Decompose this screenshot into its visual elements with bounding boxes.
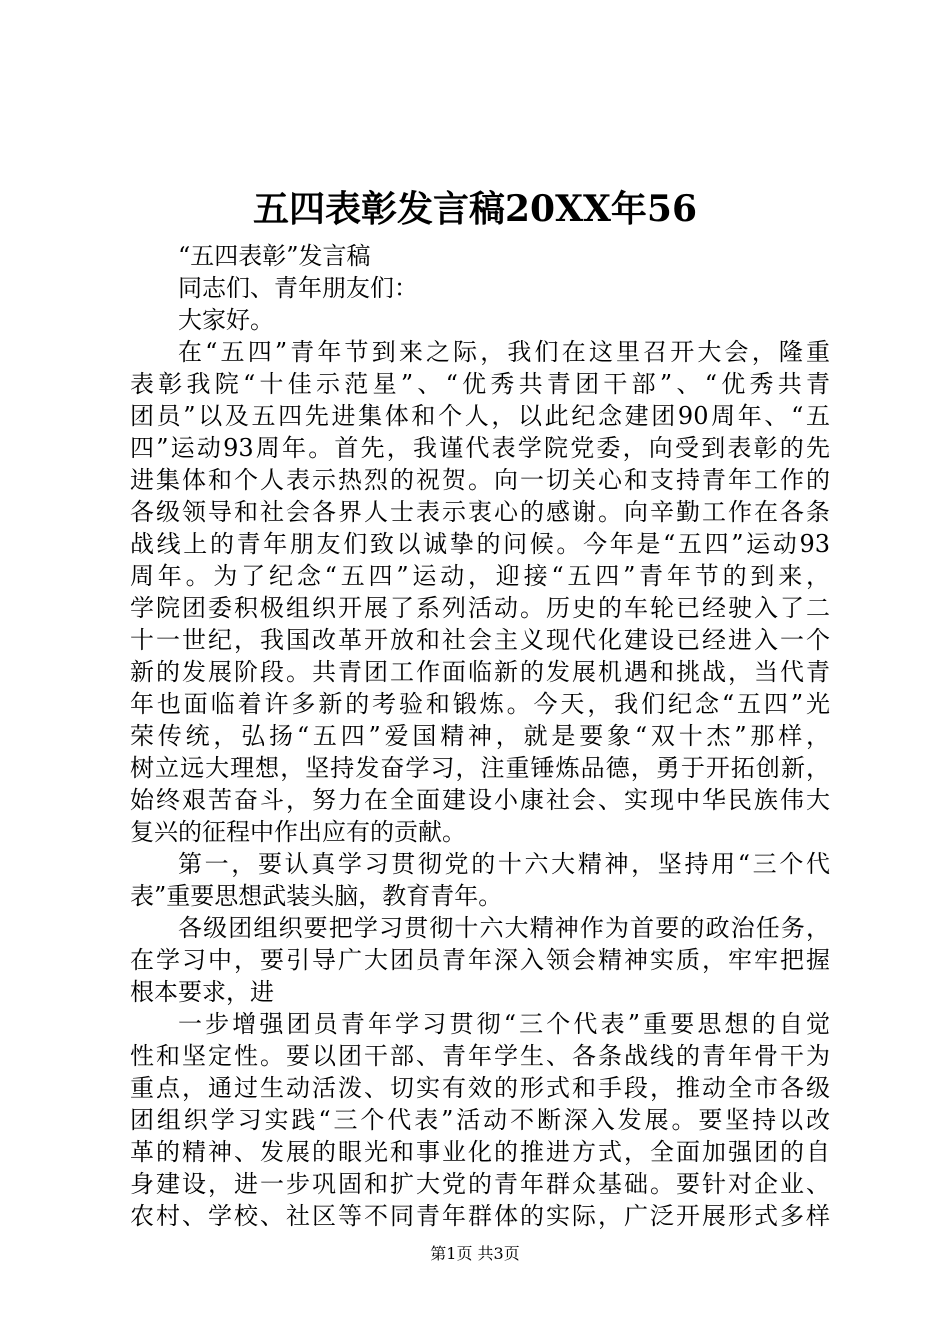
text-line: 荣传统，弘扬“五四”爱国精神，就是要象“双十杰”那样， [130,722,830,750]
text-line: 重点，通过生动活泼、切实有效的形式和手段，推动全市各级 [130,1074,830,1102]
text-line: 各级领导和社会各界人士表示衷心的感谢。向辛勤工作在各条 [130,498,830,526]
text-line: 树立远大理想，坚持发奋学习，注重锤炼品德，勇于开拓创新， [130,754,830,782]
text-line: 大家好。 [178,306,274,334]
document-title: 五四表彰发言稿20XX年56 [252,188,698,230]
page-footer: 第1页 共3页 [430,1244,520,1263]
text-line: 表”重要思想武装头脑，教育青年。 [130,882,503,910]
text-line: 身建设，进一步巩固和扩大党的青年群众基础。要针对企业、 [130,1170,830,1198]
text-line: 年也面临着许多新的考验和锻炼。今天，我们纪念“五四”光 [130,690,830,718]
text-line: 团员”以及五四先进集体和个人，以此纪念建团90周年、“五 [130,402,830,430]
text-line: 革的精神、发展的眼光和事业化的推进方式，全面加强团的自 [130,1138,830,1166]
text-line: 一步增强团员青年学习贯彻“三个代表”重要思想的自觉 [178,1010,830,1038]
text-line: 周年。为了纪念“五四”运动，迎接“五四”青年节的到来， [130,562,830,590]
text-line: 第一，要认真学习贯彻党的十六大精神，坚持用“三个代 [178,850,830,878]
text-line: 新的发展阶段。共青团工作面临新的发展机遇和挑战，当代青 [130,658,830,686]
document-body [130,240,830,1232]
text-line: 根本要求，进 [130,978,274,1006]
text-line: 十一世纪，我国改革开放和社会主义现代化建设已经进入一个 [130,626,830,654]
text-line: 在学习中，要引导广大团员青年深入领会精神实质，牢牢把握 [130,946,830,974]
text-line: 学院团委积极组织开展了系列活动。历史的车轮已经驶入了二 [130,594,830,622]
text-line: 在“五四”青年节到来之际，我们在这里召开大会，隆重 [178,338,830,366]
text-line: 始终艰苦奋斗，努力在全面建设小康社会、实现中华民族伟大 [130,786,830,814]
text-line: 复兴的征程中作出应有的贡献。 [130,818,466,846]
text-line: 各级团组织要把学习贯彻十六大精神作为首要的政治任务， [178,914,830,942]
text-line: “五四表彰”发言稿 [178,242,371,270]
text-line: 进集体和个人表示热烈的祝贺。向一切关心和支持青年工作的 [130,466,830,494]
text-line: 性和坚定性。要以团干部、青年学生、各条战线的青年骨干为 [130,1042,830,1070]
text-line: 农村、学校、社区等不同青年群体的实际，广泛开展形式多样 [130,1202,830,1230]
text-line: 四”运动93周年。首先，我谨代表学院党委，向受到表彰的先 [130,434,830,462]
text-line: 同志们、青年朋友们： [178,274,418,302]
text-line: 战线上的青年朋友们致以诚挚的问候。今年是“五四”运动93 [130,530,830,558]
text-line: 表彰我院“十佳示范星”、“优秀共青团干部”、“优秀共青 [130,370,830,398]
text-line: 团组织学习实践“三个代表”活动不断深入发展。要坚持以改 [130,1106,830,1134]
